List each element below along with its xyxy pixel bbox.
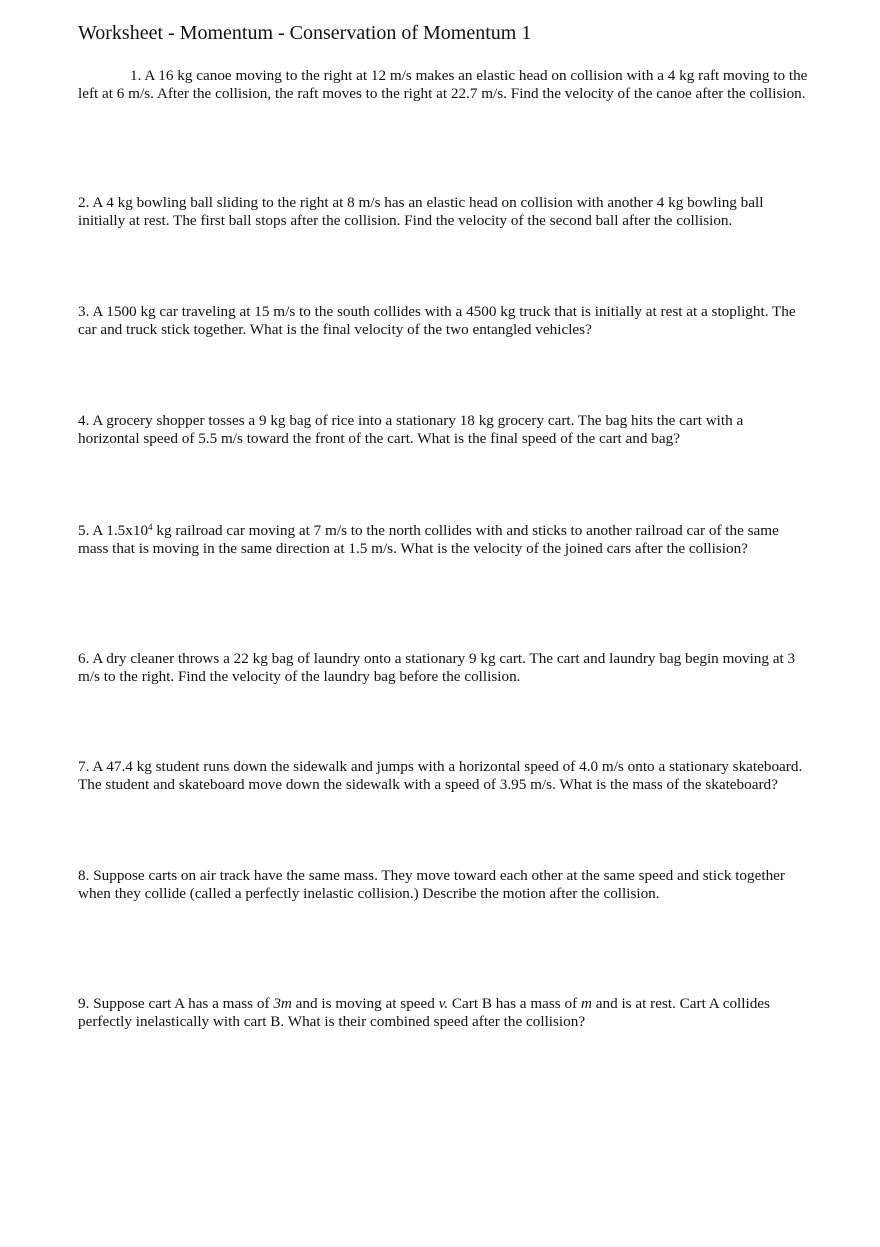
question-8: 8. Suppose carts on air track have the same mass. They move toward each other at the same speed and stick together when they collide (called a perfectly inelastic collision.) Describe the motion after the collision. xyxy=(78,867,785,903)
question-5-exponent: 4 xyxy=(148,522,153,532)
question-7: 7. A 47.4 kg student runs down the sidewalk and jumps with a horizontal speed of 4.0 m/s onto a stationary skateboard. The student and skateboard move down the sidewalk with a speed of 3.95 m/s. What is the mass of the skateboard? xyxy=(78,758,803,794)
question-4: 4. A grocery shopper tosses a 9 kg bag of rice into a stationary 18 kg grocery cart. The bag hits the cart with a horizontal speed of 5.5 m/s toward the front of the cart. What is the final speed of the cart and bag? xyxy=(78,412,744,448)
question-9-mass-a: 3m xyxy=(273,995,292,1012)
question-5-rest: kg railroad car moving at 7 m/s to the north collides with and sticks to another railroad car of the same mass that is moving in the same direction at 1.5 m/s. What is the velocity of the joined cars after the collision? xyxy=(78,522,779,558)
question-9-part-3: Cart B has a mass of xyxy=(448,995,581,1012)
question-9-speed: v. xyxy=(438,995,449,1012)
question-9-part-2: and is moving at speed xyxy=(291,995,439,1012)
page-title: Worksheet - Momentum - Conservation of Momentum 1 xyxy=(78,22,532,44)
question-5 xyxy=(78,522,808,559)
question-1: 1. A 16 kg canoe moving to the right at 12 m/s makes an elastic head on collision with a 4 kg raft moving to the left at 6 m/s. After the collision, the raft moves to the right at 22.7 m/s. Find the velocity of the canoe after the collision. xyxy=(78,67,808,103)
question-3: 3. A 1500 kg car traveling at 15 m/s to the south collides with a 4500 kg truck that is initially at rest at a stoplight. The car and truck stick together. What is the final velocity of the two entangled vehicles? xyxy=(78,303,796,339)
question-2: 2. A 4 kg bowling ball sliding to the right at 8 m/s has an elastic head on collision with another 4 kg bowling ball initially at rest. The first ball stops after the collision. Find the velocity of the second ball after the collision. xyxy=(78,194,764,230)
question-9-part-1: 9. Suppose cart A has a mass of xyxy=(78,995,274,1012)
question-9 xyxy=(78,995,808,1032)
question-6: 6. A dry cleaner throws a 22 kg bag of laundry onto a stationary 9 kg cart. The cart and laundry bag begin moving at 3 m/s to the right. Find the velocity of the laundry bag before the collision. xyxy=(78,650,796,686)
question-9-mass-b: m xyxy=(580,995,592,1012)
question-9-part-4: and is at rest. Cart A collides perfectly inelastically with cart B. What is their combined speed after the collision? xyxy=(78,995,770,1031)
question-5-lead: 5. A 1.5x10 xyxy=(78,522,149,539)
